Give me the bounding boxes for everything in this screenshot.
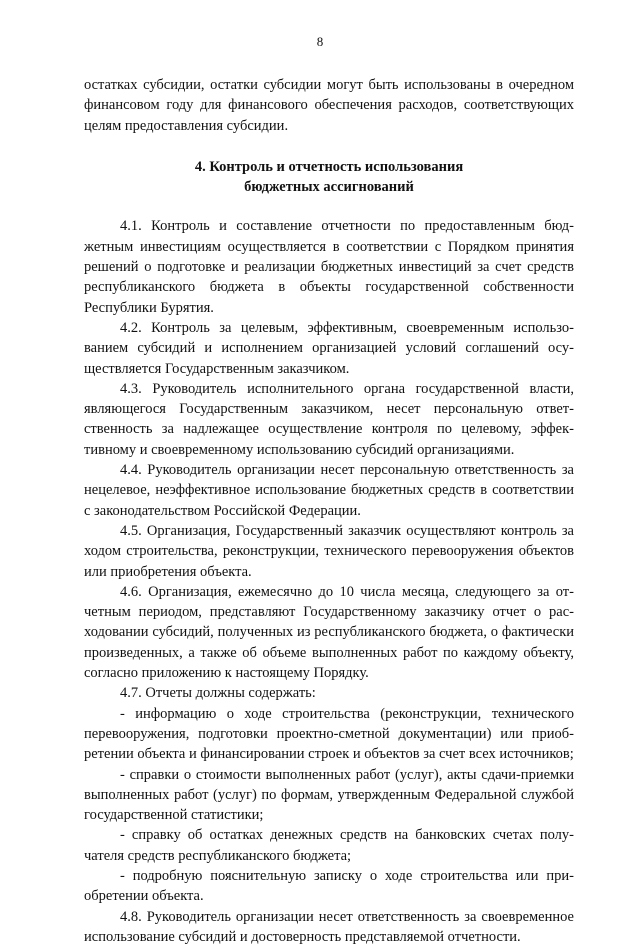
list-item-progress-info: - информацию о ходе строительства (реконструкции, технического перевооружения, подготовки проектно-сметной документации) или приобретении объекта и финансировании строек и объектов за счет всех источников; bbox=[84, 705, 574, 763]
intro-paragraph: остатках субсидии, остатки субсидии могут быть использованы в очередном финансовом году для финансового обеспечения расходов, соответствующих целям предоставления субсидии. bbox=[84, 77, 574, 134]
list-item-bank-balance: - справку об остатках денежных средств на банковских счетах получателя средств республиканского бюджета; bbox=[84, 827, 574, 864]
section-title-line-1: 4. Контроль и отчетность использования bbox=[194, 158, 464, 175]
section-title-line-2: бюджетных ассигнований bbox=[244, 179, 414, 196]
paragraph-4-5: 4.5. Организация, Государственный заказчик осуществляют контроль за ходом строительства, реконструкции, технического перевооружения объектов или приобретения объекта. bbox=[84, 522, 574, 580]
paragraph-4-7: 4.7. Отчеты должны содержать: bbox=[120, 685, 316, 702]
paragraph-4-8: 4.8. Руководитель организации несет ответственность за своевременное использование субсидий и достоверность представляемой отчетности. bbox=[84, 908, 574, 945]
list-item-explanatory-note: - подробную пояснительную записку о ходе строительства или приобретении объекта. bbox=[84, 867, 574, 905]
paragraph-4-1: 4.1. Контроль и составление отчетности по предоставленным бюджетным инвестициям осуществляется в соответствии с Порядком принятия решений о подготовке и реализации бюджетных инвестиций за счет средств республиканского бюджета в объекты государственной собственности Республики Бурятия. bbox=[84, 218, 574, 316]
paragraph-4-2: 4.2. Контроль за целевым, эффективным, своевременным использованием субсидий и исполнением организацией условий соглашений осуществляется Государственным заказчиком. bbox=[84, 319, 574, 377]
paragraph-4-4: 4.4. Руководитель организации несет персональную ответственность за нецелевое, неэффективное использование бюджетных средств в соответствии с законодательством Российской Федерации. bbox=[84, 462, 574, 519]
page-number: 8 bbox=[316, 34, 324, 49]
paragraph-4-3: 4.3. Руководитель исполнительного органа государственной власти, являющегося Государственным заказчиком, несет персональную ответственность за надлежащее осуществление контроля по целевому, эффективному и своевременному использованию субсидий организациями. bbox=[84, 380, 574, 458]
paragraph-4-6: 4.6. Организация, ежемесячно до 10 числа месяца, следующего за отчетным периодом, представляют Государственному заказчику отчет о расходовании субсидий, полученных из республиканского бюджета, о фактически произведенных, а также об объеме выполненных работ по каждому объекту, согласно приложению к настоящему Порядку. bbox=[84, 583, 574, 682]
list-item-cost-certificates: - справки о стоимости выполненных работ (услуг), акты сдачи-приемки выполненных работ (услуг) по формам, утвержденным Федеральной службой государственной статистики; bbox=[84, 766, 574, 824]
section-heading bbox=[84, 157, 574, 198]
document-body bbox=[84, 75, 574, 947]
